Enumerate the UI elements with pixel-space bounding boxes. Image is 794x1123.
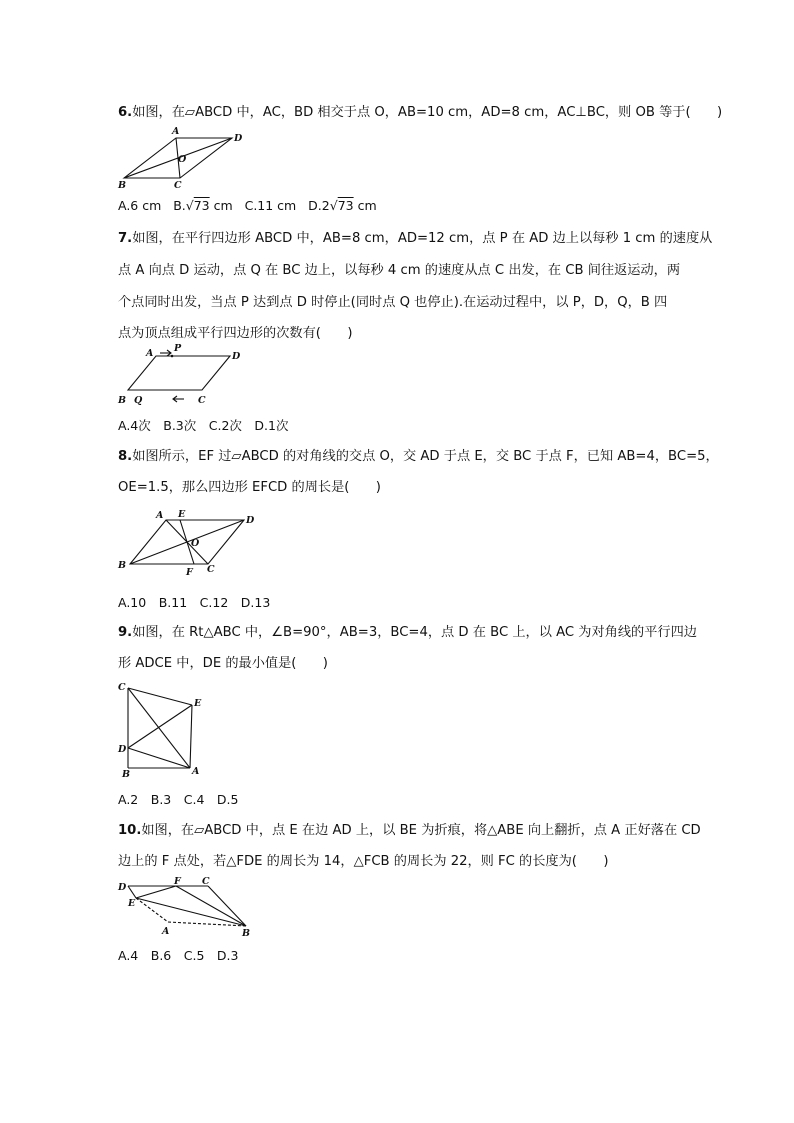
q6-option-d-post: cm bbox=[353, 198, 377, 213]
q7-label-b: B bbox=[118, 395, 127, 406]
q6-option-d-pre: D.2 bbox=[308, 198, 330, 213]
q8-line-2: OE=1.5，那么四边形 EFCD 的周长是( ) bbox=[118, 480, 381, 495]
q7-parallelogram bbox=[128, 356, 230, 390]
q8-label-o: O bbox=[191, 538, 200, 549]
q10-label-d: D bbox=[118, 882, 127, 893]
q7-text-1: 如图，在平行四边形 ABCD 中，AB=8 cm，AD=12 cm，点 P 在 AD 边上以每秒 1 cm 的速度从 bbox=[132, 231, 713, 246]
q10-text-1: 如图，在▱ABCD 中，点 E 在边 AD 上，以 BE 为折痕，将△ABE 向上翻折，点 A 正好落在 CD bbox=[141, 823, 701, 838]
q9-side-da bbox=[128, 748, 190, 768]
q6-figure bbox=[116, 126, 246, 190]
sqrt-icon: √ bbox=[185, 198, 194, 213]
q9-text-1: 如图，在 Rt△ABC 中，∠B=90°，AB=3，BC=4，点 D 在 BC 上，以 AC 为对角线的平行四边 bbox=[132, 625, 697, 640]
q8-label-f: F bbox=[186, 567, 193, 578]
q9-diagonal-ac bbox=[128, 688, 190, 768]
q10-side-de bbox=[128, 886, 136, 898]
q10-label-a: A bbox=[162, 926, 170, 937]
q8-label-a: A bbox=[156, 510, 164, 521]
q6-label-o: O bbox=[178, 154, 187, 165]
q10-fold-be bbox=[136, 898, 246, 926]
q8-label-e: E bbox=[178, 509, 186, 520]
q7-line-1 bbox=[118, 230, 712, 248]
q7-line-2: 点 A 向点 D 运动，点 Q 在 BC 边上，以每秒 4 cm 的速度从点 C 出发，在 CB 间往返运动，两 bbox=[118, 263, 681, 278]
q7-label-p: P bbox=[174, 344, 182, 354]
q7-line-3: 个点同时出发，当点 P 达到点 D 时停止(同时点 Q 也停止).在运动过程中，以 P，D，Q，B 四 bbox=[118, 295, 668, 310]
q9-line-2: 形 ADCE 中，DE 的最小值是( ) bbox=[118, 656, 328, 671]
q6-option-c: C.11 cm bbox=[244, 198, 297, 213]
q8-options: A.10 B.11 C.12 D.13 bbox=[118, 595, 271, 610]
q9-side-ea bbox=[190, 705, 192, 768]
q6-option-b-pre: B. bbox=[173, 198, 186, 213]
q8-text-1: 如图所示，EF 过▱ABCD 的对角线的交点 O，交 AD 于点 E，交 BC 于点 F，已知 AB=4，BC=5， bbox=[132, 449, 719, 464]
q6-option-b-post: cm bbox=[209, 198, 233, 213]
q7-number: 7. bbox=[118, 231, 133, 246]
q8-figure bbox=[116, 506, 256, 580]
q6-label-a: A bbox=[172, 126, 180, 137]
q7-label-q: Q bbox=[134, 395, 143, 406]
q6-label-b: B bbox=[118, 180, 127, 190]
q8-line-1 bbox=[118, 448, 719, 466]
q9-label-e: E bbox=[194, 698, 202, 709]
q7-line-4: 点为顶点组成平行四边形的次数有( ) bbox=[118, 326, 353, 341]
sqrt-icon: √ bbox=[329, 198, 338, 213]
q9-figure bbox=[116, 678, 216, 782]
q10-side-cb bbox=[208, 886, 246, 926]
q7-options: A.4次 B.3次 C.2次 D.1次 bbox=[118, 418, 289, 433]
q6-label-c: C bbox=[174, 180, 182, 190]
q7-label-a: A bbox=[146, 348, 154, 359]
q10-line-2: 边上的 F 点处，若△FDE 的周长为 14，△FCB 的周长为 22，则 FC 的长度为( ) bbox=[118, 854, 609, 869]
q6-text: 如图，在▱ABCD 中，AC，BD 相交于点 O，AB=10 cm，AD=8 cm，AC⊥BC，则 OB 等于( ) bbox=[132, 105, 723, 120]
q9-segment-de bbox=[128, 705, 192, 748]
q6-label-d: D bbox=[234, 133, 243, 144]
q9-label-b: B bbox=[122, 769, 131, 780]
q6-option-d-radicand: 73 bbox=[337, 198, 354, 213]
q9-side-ce bbox=[128, 688, 192, 705]
q10-label-e: E bbox=[128, 898, 136, 909]
q7-label-c: C bbox=[198, 395, 206, 406]
q9-options: A.2 B.3 C.4 D.5 bbox=[118, 792, 239, 807]
q8-number: 8. bbox=[118, 449, 133, 464]
q6-options bbox=[118, 198, 377, 213]
q10-figure bbox=[116, 876, 256, 940]
q10-label-f: F bbox=[174, 876, 181, 887]
q10-segment-fb bbox=[176, 886, 246, 926]
q10-segment-ef bbox=[136, 886, 176, 898]
q6-number: 6. bbox=[118, 105, 133, 120]
q9-number: 9. bbox=[118, 625, 133, 640]
q6-option-b-radicand: 73 bbox=[193, 198, 210, 213]
q8-label-c: C bbox=[207, 564, 215, 575]
q6-line-1 bbox=[118, 104, 722, 122]
q8-label-b: B bbox=[118, 560, 127, 571]
q7-figure bbox=[116, 344, 246, 406]
q8-label-d: D bbox=[246, 515, 255, 526]
q9-label-d: D bbox=[118, 744, 127, 755]
q10-label-b: B bbox=[242, 928, 251, 939]
q9-line-1 bbox=[118, 624, 697, 642]
q10-number: 10. bbox=[118, 823, 142, 838]
q10-line-1 bbox=[118, 822, 701, 840]
q10-label-c: C bbox=[202, 876, 210, 887]
q7-point-p bbox=[171, 355, 174, 358]
q6-option-a: A.6 cm bbox=[118, 198, 162, 213]
q7-label-d: D bbox=[232, 351, 241, 362]
q9-label-c: C bbox=[118, 682, 126, 693]
q10-options: A.4 B.6 C.5 D.3 bbox=[118, 948, 239, 963]
q9-label-a: A bbox=[192, 766, 200, 777]
